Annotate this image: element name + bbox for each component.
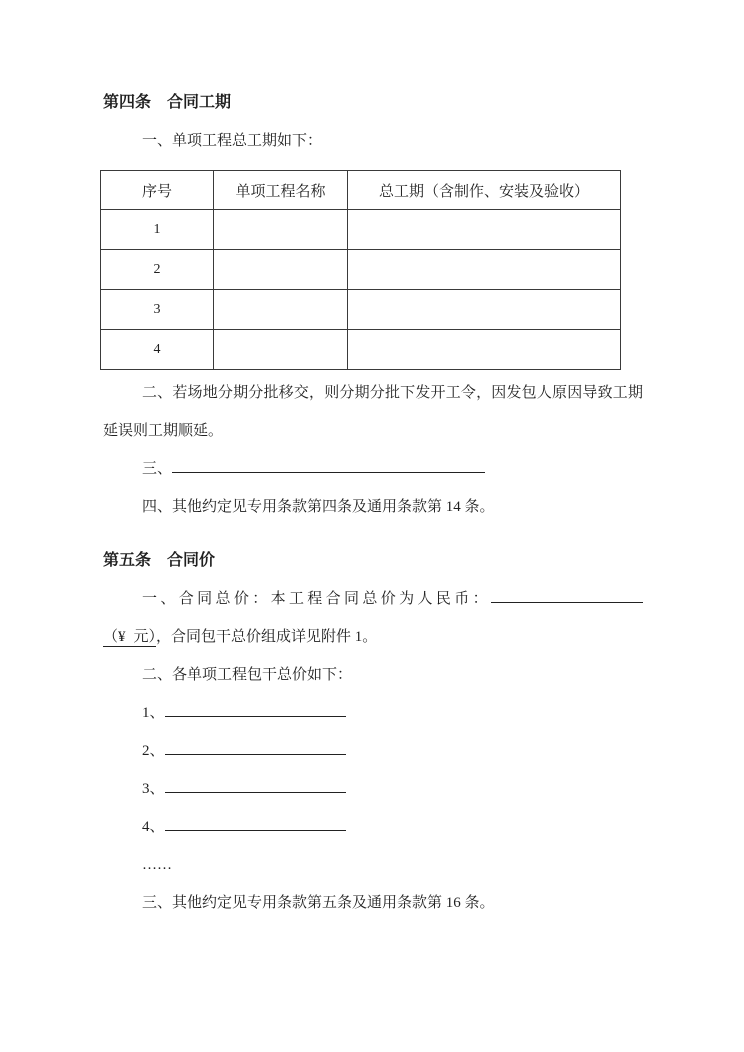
price-item-label: 2、 bbox=[142, 743, 165, 759]
article-4-clause-4: 四、其他约定见专用条款第四条及通用条款第 14 条。 bbox=[142, 499, 495, 515]
row-name-cell bbox=[214, 210, 348, 250]
table-row bbox=[101, 290, 621, 330]
total-price-suffix-text: ，合同包干总价组成详见附件 1。 bbox=[156, 629, 378, 645]
price-item-label: 3、 bbox=[142, 781, 165, 797]
price-item-2 bbox=[103, 732, 643, 770]
price-item-4 bbox=[103, 808, 643, 846]
blank-underline bbox=[172, 455, 485, 473]
price-item-label: 4、 bbox=[142, 819, 165, 835]
project-duration-table bbox=[100, 170, 621, 370]
blank-underline bbox=[165, 813, 346, 831]
row-serial-cell: 1 bbox=[101, 210, 214, 250]
row-name-cell bbox=[214, 250, 348, 290]
blank-underline bbox=[165, 775, 346, 793]
blank-underline bbox=[165, 699, 346, 717]
article-4-clause-3-label: 三、 bbox=[142, 461, 173, 477]
article-4-clause-1: 一、单项工程总工期如下： bbox=[142, 133, 323, 149]
table-header-row bbox=[101, 171, 621, 210]
row-serial-cell: 4 bbox=[101, 330, 214, 370]
table-header-total-duration: 总工期（含制作、安装及验收） bbox=[348, 171, 621, 210]
table-header-project-name: 单项工程名称 bbox=[214, 171, 348, 210]
row-duration-cell bbox=[348, 250, 621, 290]
price-item-label: 1、 bbox=[142, 705, 165, 721]
article-4-clause-3 bbox=[103, 450, 643, 488]
table-header-serial-number: 序号 bbox=[101, 171, 214, 210]
price-item-1 bbox=[103, 694, 643, 732]
table-row bbox=[101, 250, 621, 290]
table-row bbox=[101, 330, 621, 370]
table-row bbox=[101, 210, 621, 250]
row-duration-cell bbox=[348, 330, 621, 370]
article-5-clause-2: 二、各单项工程包干总价如下： bbox=[142, 667, 353, 683]
price-item-3 bbox=[103, 770, 643, 808]
currency-open-paren: （¥ bbox=[103, 629, 134, 647]
currency-close-paren: 元） bbox=[133, 629, 157, 645]
article-5-heading: 第五条 合同价 bbox=[103, 552, 216, 569]
amount-blank-underline bbox=[491, 585, 643, 603]
row-serial-cell: 2 bbox=[101, 250, 214, 290]
row-duration-cell bbox=[348, 290, 621, 330]
row-serial-cell: 3 bbox=[101, 290, 214, 330]
total-price-text: 一、合同总价：本工程合同总价为人民币： bbox=[142, 591, 491, 607]
blank-underline bbox=[165, 737, 346, 755]
ellipsis-line: …… bbox=[142, 857, 172, 873]
row-duration-cell bbox=[348, 210, 621, 250]
article-4-heading: 第四条 合同工期 bbox=[103, 94, 232, 111]
row-name-cell bbox=[214, 330, 348, 370]
article-5-clause-1 bbox=[103, 580, 643, 656]
article-4-clause-2: 二、若场地分期分批移交，则分期分批下发开工令，因发包人原因导致工期延误则工期顺延。 bbox=[103, 385, 643, 439]
article-5-clause-3: 三、其他约定见专用条款第五条及通用条款第 16 条。 bbox=[142, 895, 495, 911]
row-name-cell bbox=[214, 290, 348, 330]
